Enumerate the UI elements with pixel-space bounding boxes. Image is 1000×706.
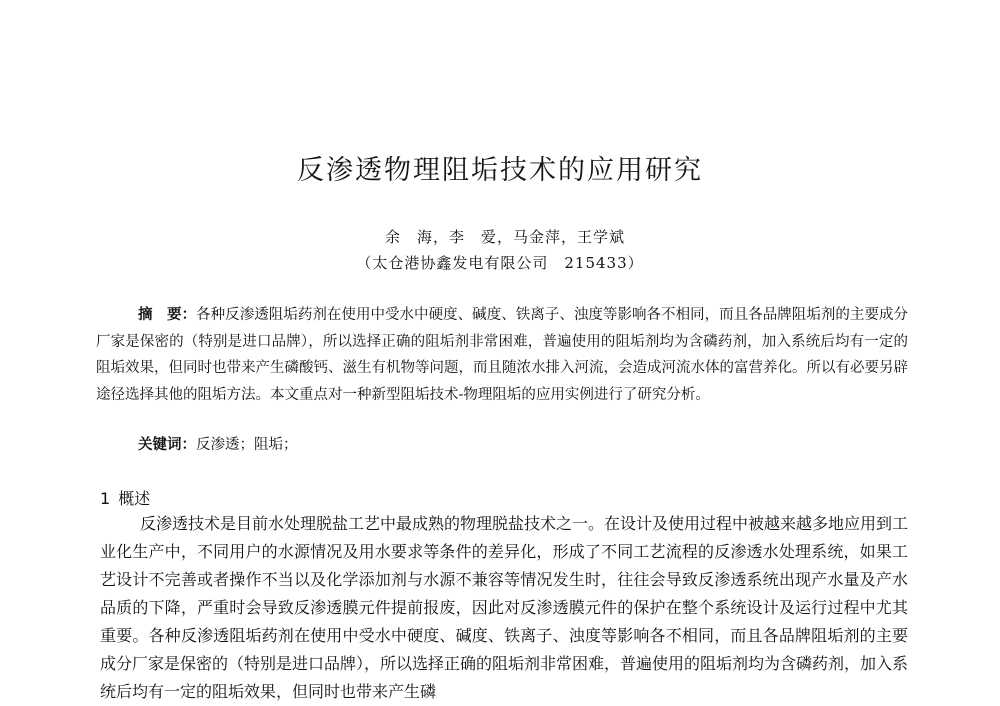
section-heading <box>100 486 150 509</box>
abstract-paragraph <box>96 302 908 408</box>
keywords-text: 反渗透；阻垢； <box>196 437 298 453</box>
abstract-text: 各种反渗透阻垢药剂在使用中受水中硬度、碱度、铁离子、浊度等影响各不相同，而且各品牌阻垢剂的主要成分厂家是保密的（特别是进口品牌），所以选择正确的阻垢剂非常困难，普遍使用的阻垢剂均为含磷药剂，加入系统后均有一定的阻垢效果，但同时也带来产生磷酸钙、滋生有机物等问题，而且随浓水排入河流，会造成河流水体的富营养化。所以有必要另辟途径选择其他的阻垢方法。本文重点对一种新型阻垢技术-物理阻垢的应用实例进行了研究分析。 <box>96 307 909 403</box>
paper-title: 反渗透物理阻垢技术的应用研究 <box>297 155 703 186</box>
keywords-line <box>138 433 298 454</box>
keywords-label: 关键词： <box>138 437 196 453</box>
section-number: 1 <box>100 489 111 508</box>
author-list: 余 海，李 爱，马金萍，王学斌 <box>384 228 625 246</box>
section-body: 反渗透技术是目前水处理脱盐工艺中最成熟的物理脱盐技术之一。在设计及使用过程中被越来越多地应用到工业化生产中，不同用户的水源情况及用水要求等条件的差异化，形成了不同工艺流程的反渗透水处理系统，如果工艺设计不完善或者操作不当以及化学添加剂与水源不兼容等情况发生时，往往会导致反渗透系统出现产水量及产水品质的下降，严重时会导致反渗透膜元件提前报废，因此对反渗透膜元件的保护在整个系统设计及运行过程中尤其重要。各种反渗透阻垢药剂在使用中受水中硬度、碱度、铁离子、浊度等影响各不相同，而且各品牌阻垢剂的主要成分厂家是保密的（特别是进口品牌），所以选择正确的阻垢剂非常困难，普遍使用的阻垢剂均为含磷药剂，加入系统后均有一定的阻垢效果，但同时也带来产生磷 <box>100 514 909 701</box>
abstract-label: 摘 要： <box>138 307 197 323</box>
author-affiliation: （太仓港协鑫发电有限公司 215433） <box>356 254 644 272</box>
section-title: 概述 <box>118 489 151 508</box>
